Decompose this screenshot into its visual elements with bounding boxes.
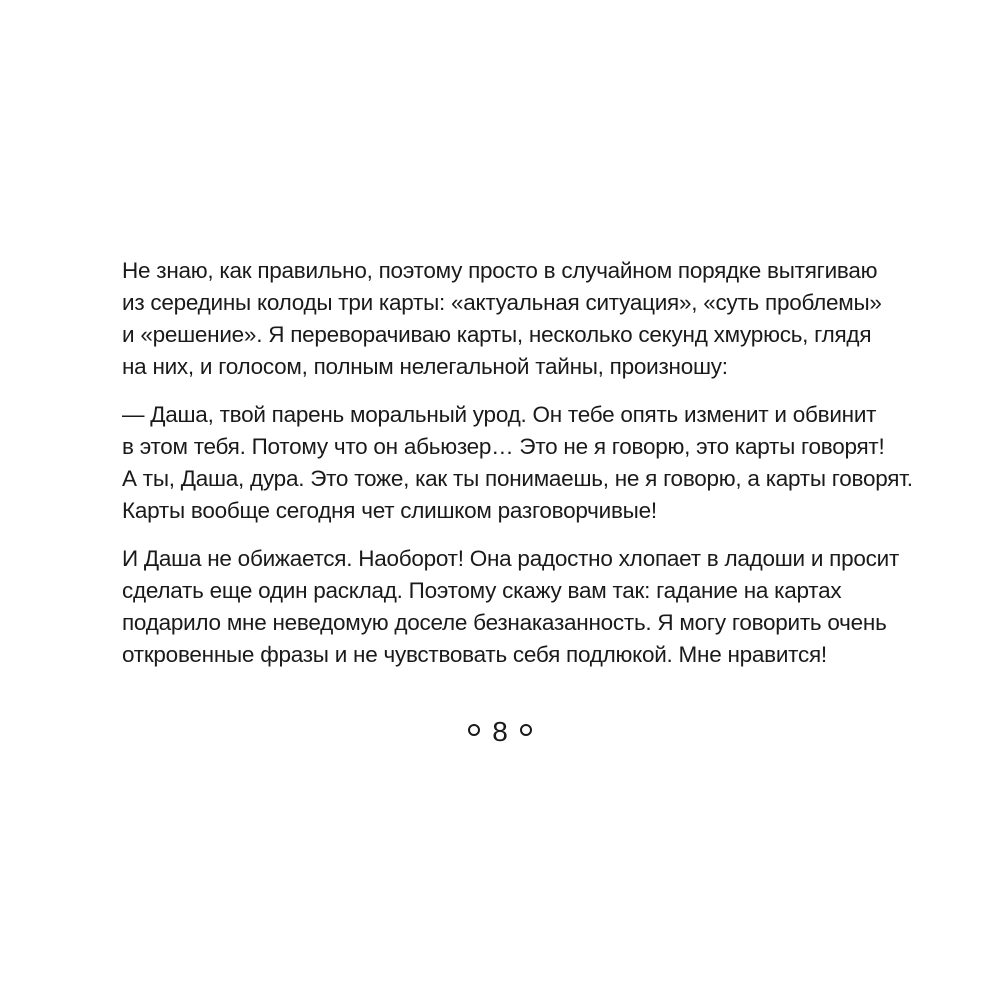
circle-ornament-icon xyxy=(468,724,480,736)
text-line: из середины колоды три карты: «актуальная ситуация», «суть проблемы» xyxy=(122,290,882,315)
text-line: Не знаю, как правильно, поэтому просто в случайном порядке вытягиваю xyxy=(122,258,878,283)
text-line: в этом тебя. Потому что он абьюзер… Это не я говорю, это карты говорят! xyxy=(122,434,885,459)
text-line: откровенные фразы и не чувствовать себя подлюкой. Мне нравится! xyxy=(122,642,827,667)
text-line: А ты, Даша, дура. Это тоже, как ты понимаешь, не я говорю, а карты говорят. xyxy=(122,466,913,491)
paragraph xyxy=(122,399,913,527)
text-line: — Даша, твой парень моральный урод. Он тебе опять изменит и обвинит xyxy=(122,402,877,427)
text-line: Карты вообще сегодня чет слишком разговорчивые! xyxy=(122,498,657,523)
text-line: И Даша не обижается. Наоборот! Она радостно хлопает в ладоши и просит xyxy=(122,546,900,571)
page-number-value: 8 xyxy=(492,715,508,747)
page-number xyxy=(0,710,1000,752)
paragraph xyxy=(122,255,902,383)
body-text xyxy=(122,255,913,687)
text-line: сделать еще один расклад. Поэтому скажу вам так: гадание на картах xyxy=(122,578,842,603)
paragraph xyxy=(122,543,902,671)
text-line: и «решение». Я переворачиваю карты, несколько секунд хмурюсь, глядя xyxy=(122,322,872,347)
text-line: на них, и голосом, полным нелегальной тайны, произношу: xyxy=(122,354,728,379)
circle-ornament-icon xyxy=(520,724,532,736)
text-line: подарило мне неведомую доселе безнаказанность. Я могу говорить очень xyxy=(122,610,887,635)
